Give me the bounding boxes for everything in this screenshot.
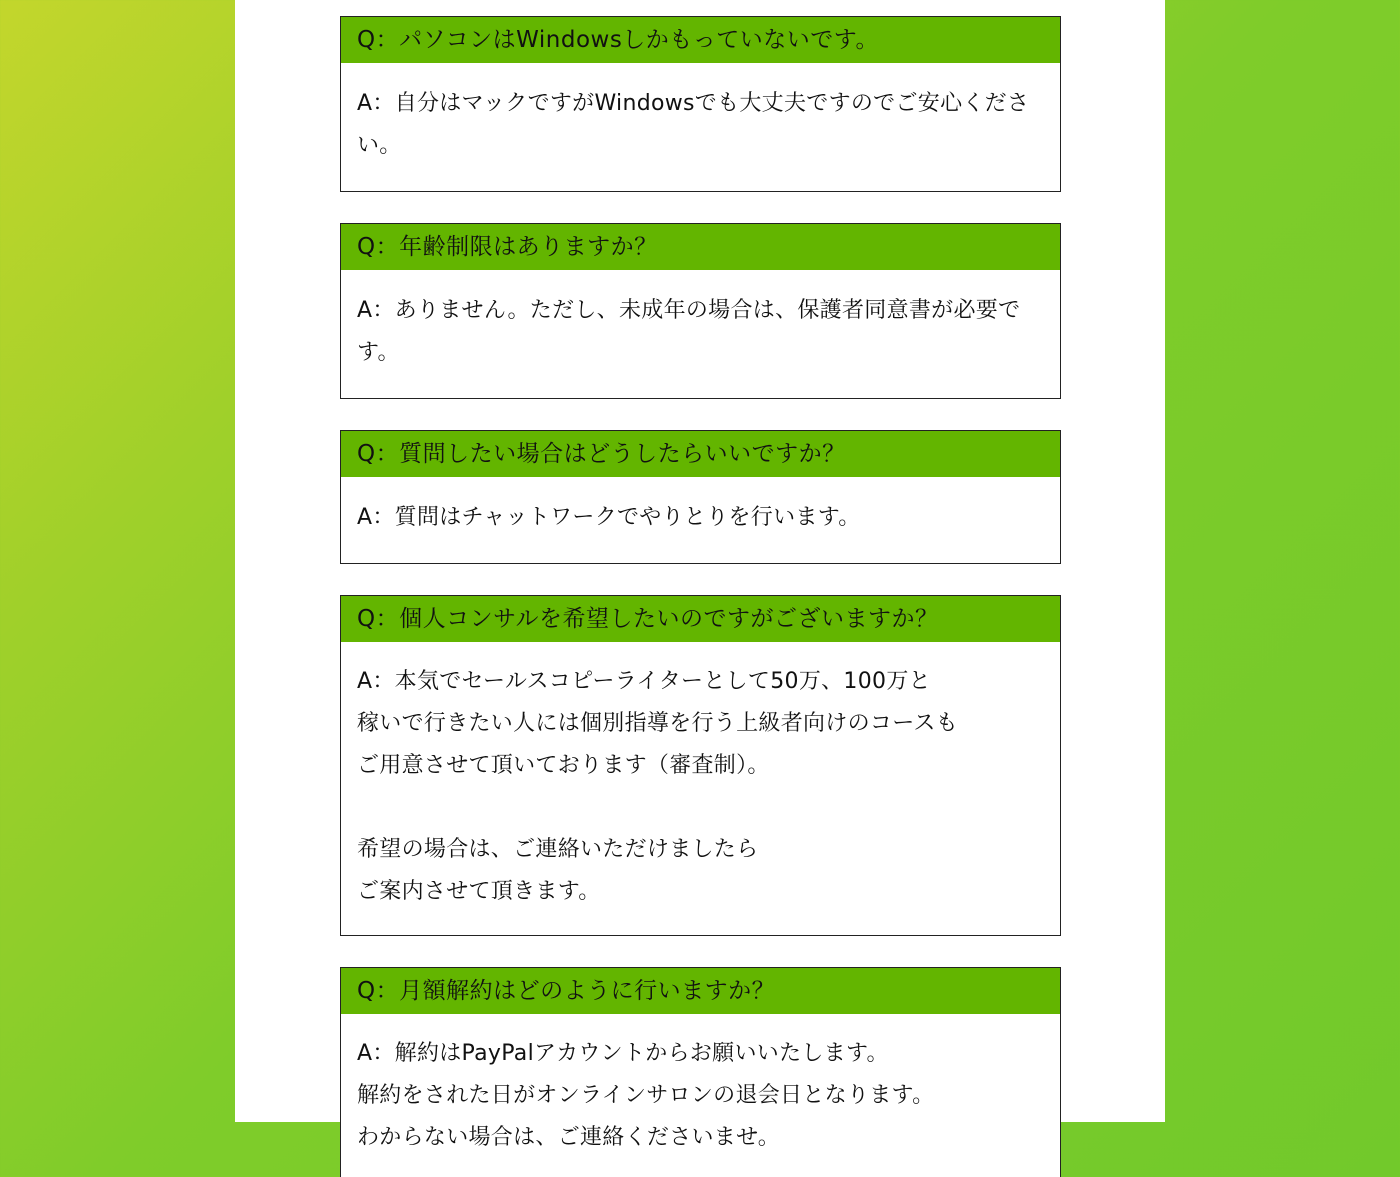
faq-question: Q：個人コンサルを希望したいのですがございますか？: [341, 596, 1060, 642]
faq-list: [340, 16, 1061, 1177]
content-panel: [235, 0, 1165, 1150]
faq-question: Q：月額解約はどのように行いますか？: [341, 968, 1060, 1014]
faq-answer: A：ありません。ただし、未成年の場合は、保護者同意書が必要です。: [357, 298, 1021, 365]
faq-item-windows: [340, 16, 1061, 192]
faq-item-personal-consulting: [340, 595, 1061, 936]
faq-question: Q：質問したい場合はどうしたらいいですか？: [341, 431, 1060, 477]
faq-question: Q：パソコンはWindowsしかもっていないです。: [341, 17, 1060, 63]
faq-answer: A：自分はマックですがWindowsでも大丈夫ですのでご安心ください。: [357, 91, 1030, 158]
faq-item-age-limit: [340, 223, 1061, 399]
faq-item-cancellation: [340, 967, 1061, 1177]
faq-answer: A：本気でセールスコピーライターとして50万、100万と 稼いで行きたい人には個別指導を行う上級者向けのコースも ご用意させて頂いております（審査制）。 希望の場合は、ご連絡いただけましたら ご案内させて頂きます。: [357, 669, 959, 904]
faq-item-questions: [340, 430, 1061, 564]
faq-question: Q：年齢制限はありますか？: [341, 224, 1060, 270]
faq-answer: A：解約はPayPalアカウントからお願いいたします。 解約をされた日がオンラインサロンの退会日となります。 わからない場合は、ご連絡くださいませ。: [357, 1041, 935, 1150]
faq-answer: A：質問はチャットワークでやりとりを行います。: [357, 505, 861, 530]
